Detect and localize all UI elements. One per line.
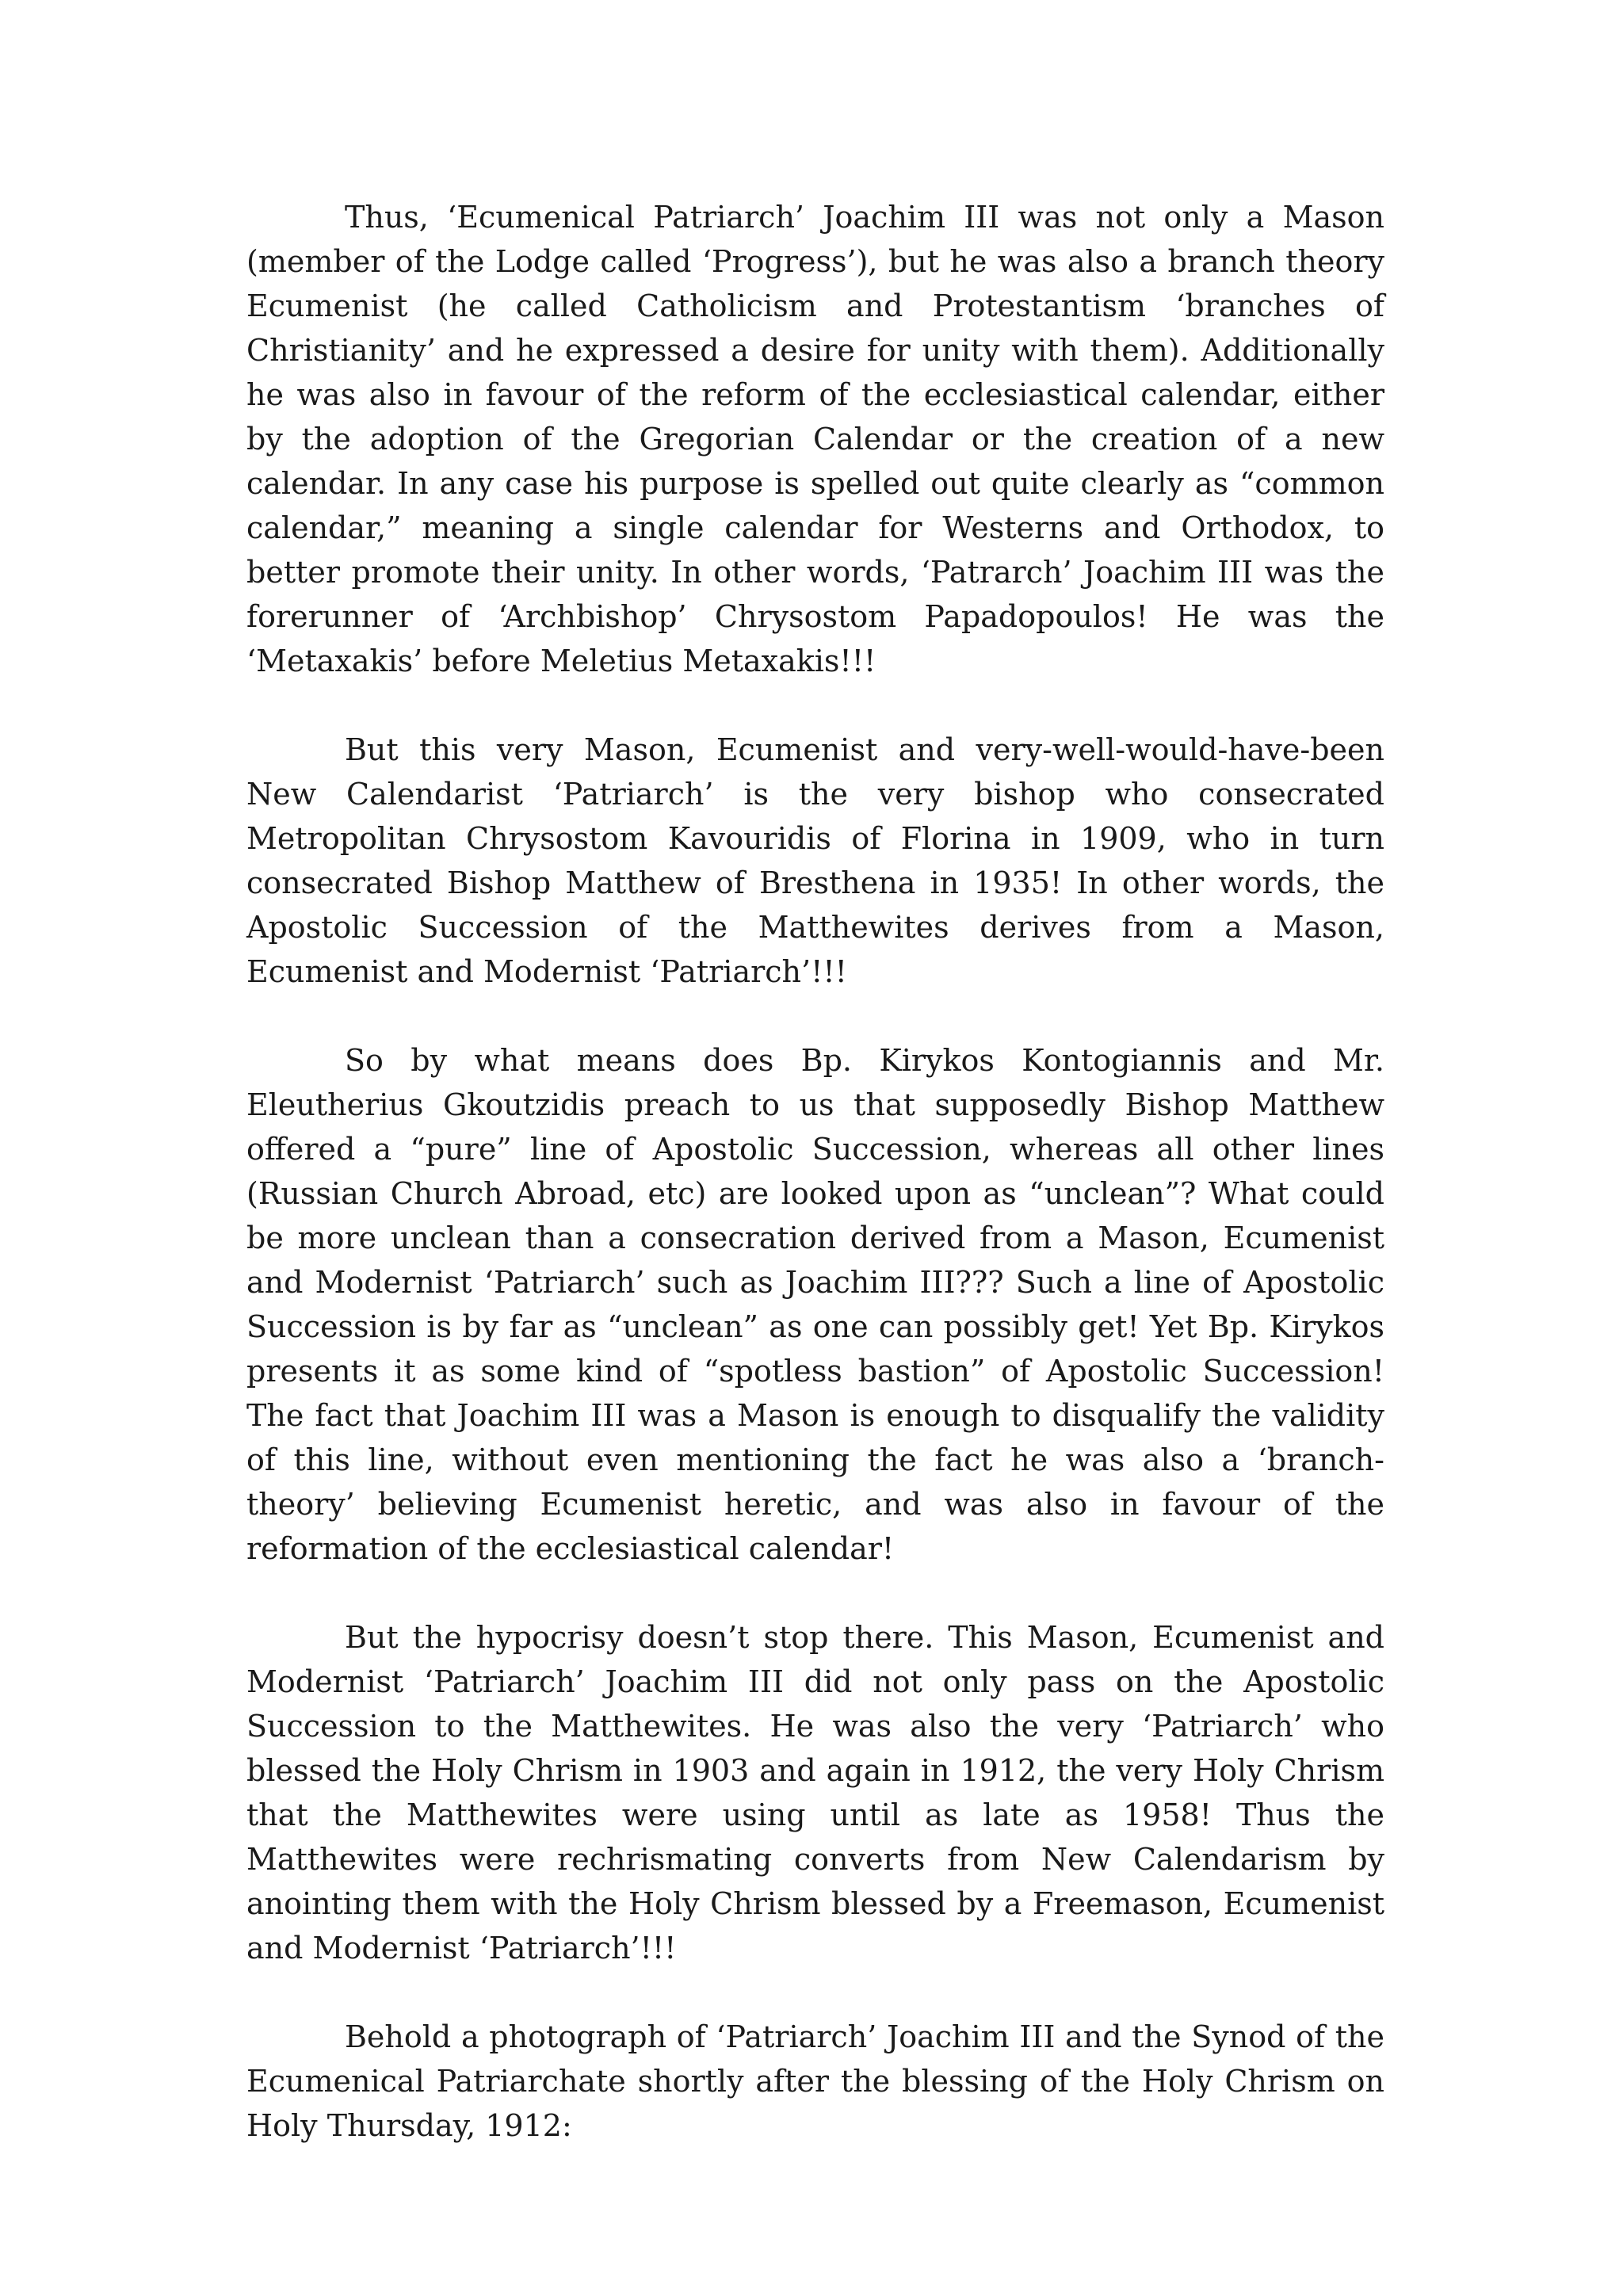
paragraph-holy-chrism: But the hypocrisy doesn’t stop there. This Mason, Ecumenist and Modernist ‘Patriarch’ Joachim III did not only pass on the Apostolic Succession to the Matthewites. He was also the very ‘Patriarch’ who blessed the Holy Chrism in 1903 and again in 1912, the very Holy Chrism that the Matthewites were using until as late as 1958! Thus the Matthewites were rechrismating converts from New Calendarism by anointing them with the Holy Chrism blessed by a Freemason, Ecumenist and Modernist ‘Patriarch’!!! [246,1620,1384,1966]
paragraph-pure-line: So by what means does Bp. Kirykos Kontogiannis and Mr. Eleutherius Gkoutzidis preach to us that supposedly Bishop Matthew offered a “pure” line of Apostolic Succession, whereas all other lines (Russian Church Abroad, etc) are looked upon as “unclean”? What could be more unclean than a consecration derived from a Mason, Ecumenist and Modernist ‘Patriarch’ such as Joachim III??? Such a line of Apostolic Succession is by far as “unclean” as one can possibly get! Yet Bp. Kirykos presents it as some kind of “spotless bastion” of Apostolic Succession! The fact that Joachim III was a Mason is enough to disqualify the validity of this line, without even mentioning the fact he was also a ‘branch-theory’ believing Ecumenist heretic, and was also in favour of the reformation of the ecclesiastical calendar! [246,1043,1384,1566]
paragraph-photograph-intro: Behold a photograph of ‘Patriarch’ Joachim III and the Synod of the Ecumenical Patriarchate shortly after the blessing of the Holy Chrism on Holy Thursday, 1912: [246,2019,1384,2143]
paragraph-consecration: But this very Mason, Ecumenist and very-well-would-have-been New Calendarist ‘Patriarch’ is the very bishop who consecrated Metropolitan Chrysostom Kavouridis of Florina in 1909, who in turn consecrated Bishop Matthew of Bresthena in 1935! In other words, the Apostolic Succession of the Matthewites derives from a Mason, Ecumenist and Modernist ‘Patriarch’!!! [246,732,1384,989]
paragraph-joachim-mason: Thus, ‘Ecumenical Patriarch’ Joachim III was not only a Mason (member of the Lodge called ‘Progress’), but he was also a branch theory Ecumenist (he called Catholicism and Protestantism ‘branches of Christianity’ and he expressed a desire for unity with them). Additionally he was also in favour of the reform of the ecclesiastical calendar, either by the adoption of the Gregorian Calendar or the creation of a new calendar. In any case his purpose is spelled out quite clearly as “common calendar,” meaning a single calendar for Westerns and Orthodox, to better promote their unity. In other words, ‘Patrarch’ Joachim III was the forerunner of ‘Archbishop’ Chrysostom Papadopoulos! He was the ‘Metaxakis’ before Meletius Metaxakis!!! [246,200,1384,678]
document-body [246,195,1384,2192]
